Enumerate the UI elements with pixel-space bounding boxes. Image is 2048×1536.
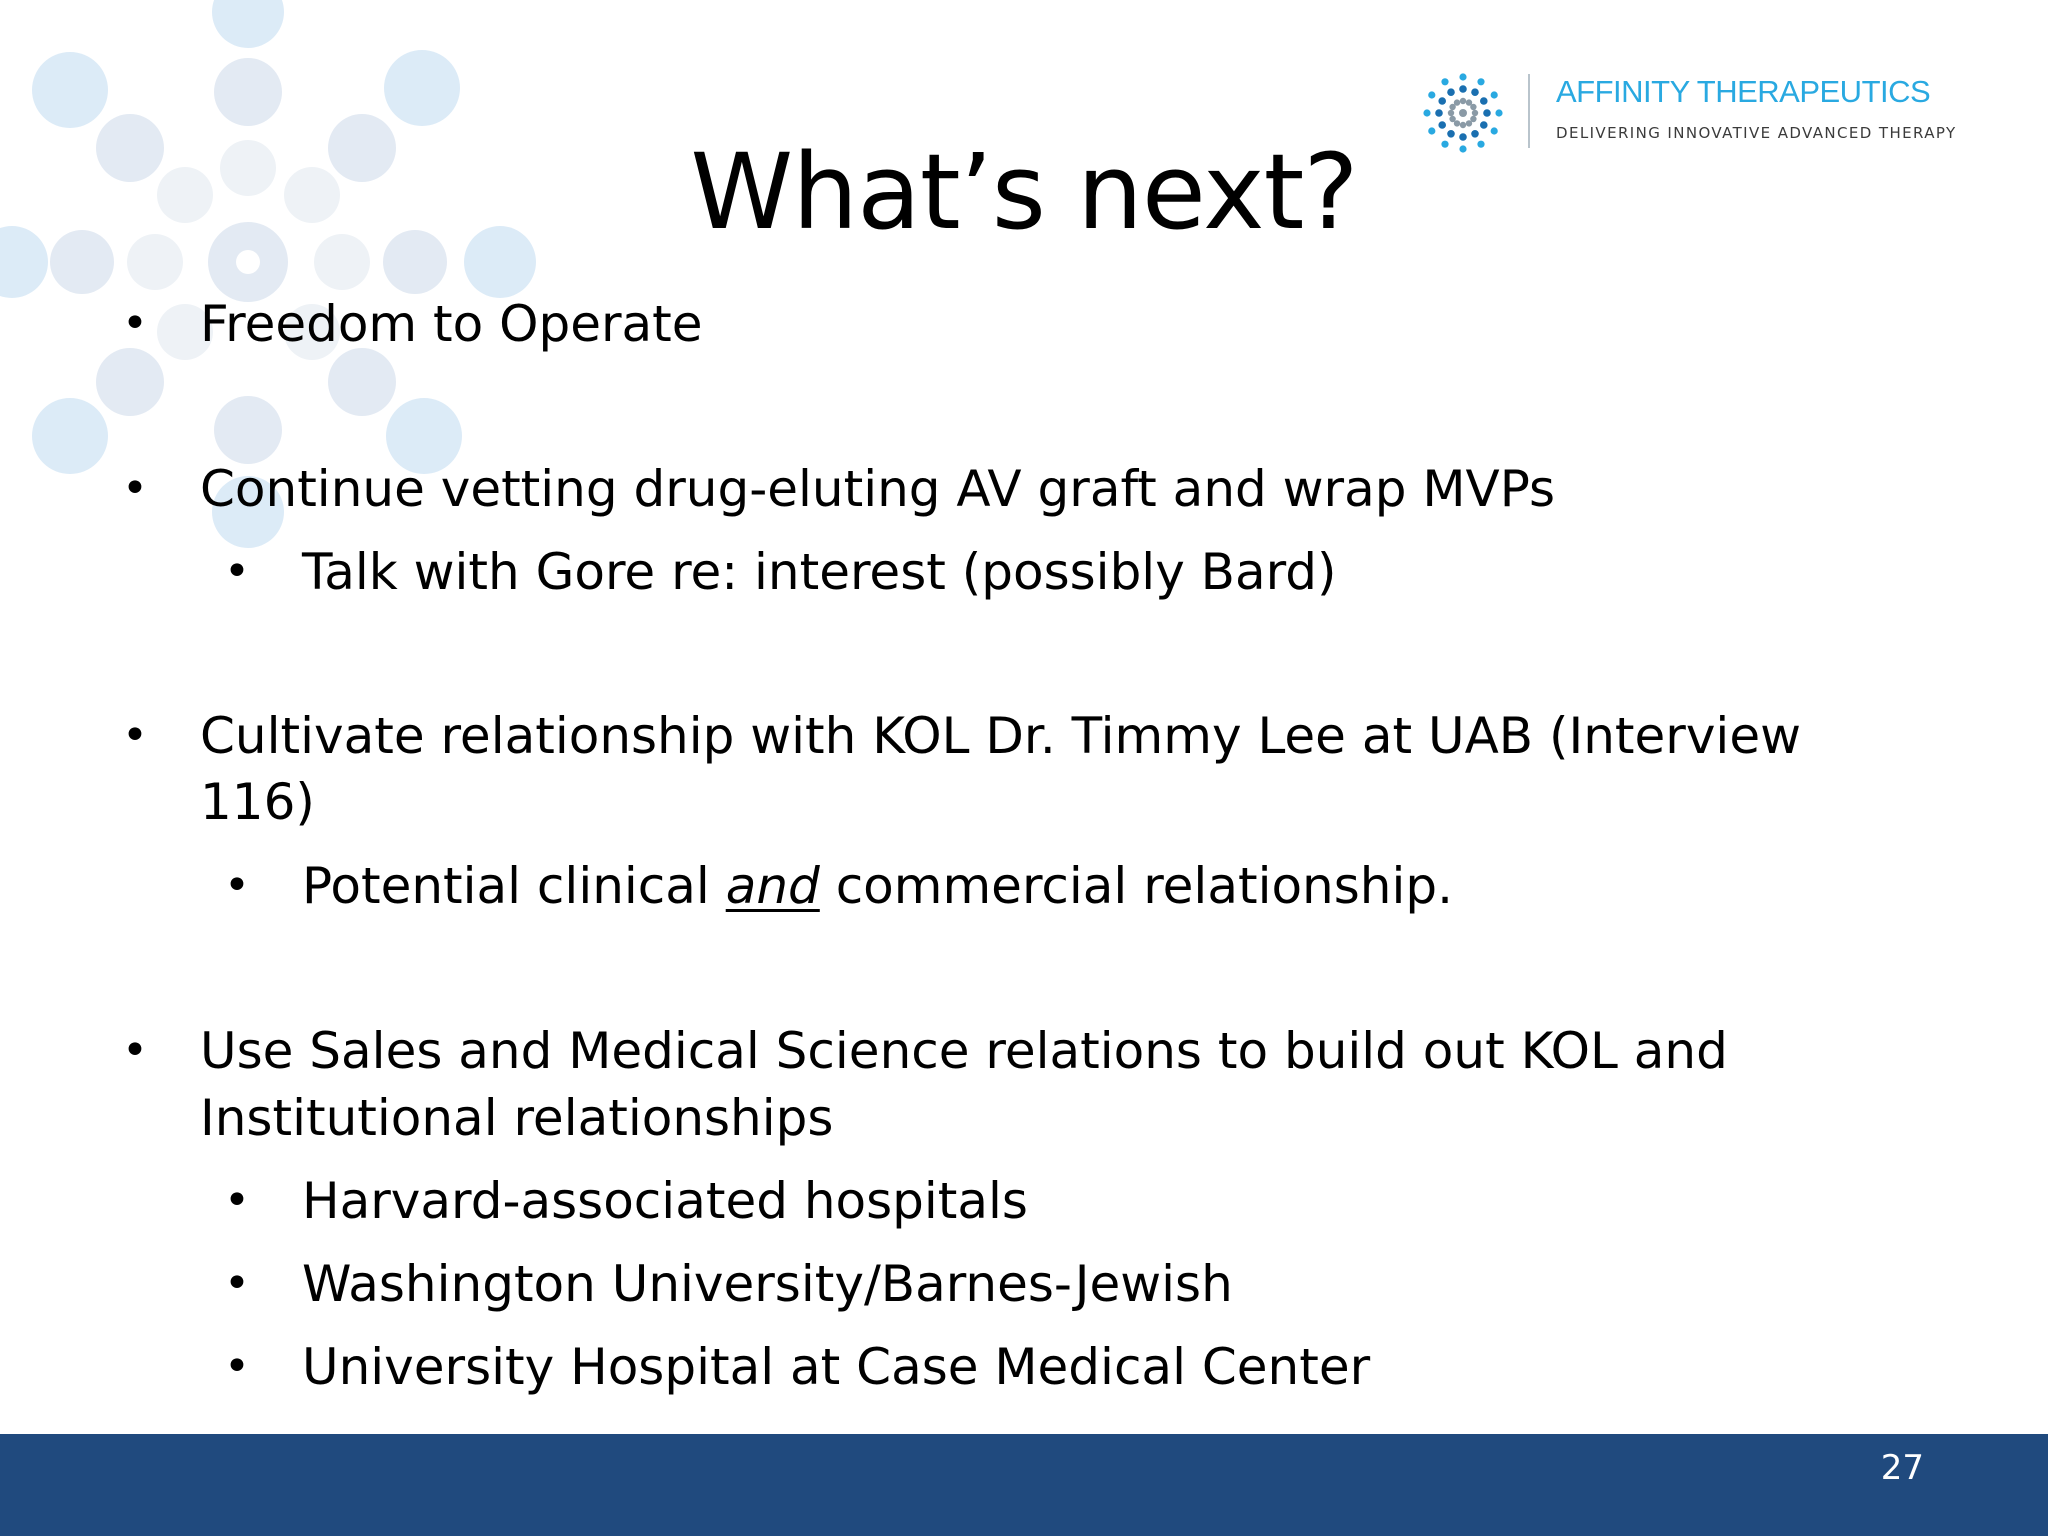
logo-dot — [1459, 73, 1466, 80]
sub-bullet-marker: • — [224, 1258, 250, 1309]
logo-dot — [1495, 109, 1502, 116]
decorative-dot — [32, 398, 108, 474]
footer-bar — [0, 1434, 2048, 1536]
bullet-text-line1: Cultivate relationship with KOL Dr. Timmy Lee at UAB (Interview — [200, 707, 1801, 765]
sub-bullet-marker: • — [224, 546, 250, 597]
decorative-dot — [214, 58, 282, 126]
logo-dot — [1423, 109, 1430, 116]
page-number: 27 — [1880, 1448, 1924, 1488]
sub-bullet-item — [224, 538, 1337, 606]
logo-dot — [1447, 88, 1455, 96]
logo-tagline: DELIVERING INNOVATIVE ADVANCED THERAPY — [1556, 124, 1957, 142]
bullet-continuation — [200, 768, 315, 836]
decorative-dot — [212, 0, 284, 48]
sub-bullet-item — [224, 1250, 1233, 1318]
logo-dot — [1466, 120, 1472, 126]
logo-dot — [1470, 104, 1476, 110]
bullet-continuation — [200, 1084, 833, 1152]
logo-dot — [1441, 78, 1448, 85]
decorative-dot — [328, 348, 396, 416]
sub-bullet-marker: • — [224, 1175, 250, 1226]
bullet-item — [122, 455, 1556, 523]
logo-dot — [1438, 97, 1446, 105]
bullet-marker: • — [122, 1025, 148, 1076]
logo-company-name: AFFINITY THERAPEUTICS — [1556, 74, 1931, 109]
logo-dot — [1428, 91, 1435, 98]
decorative-dot — [96, 348, 164, 416]
logo-dot — [1483, 109, 1491, 117]
bullet-item — [122, 1017, 1728, 1085]
bullet-text: Freedom to Operate — [200, 295, 703, 353]
sub-bullet-item — [224, 1167, 1028, 1235]
decorative-dot — [384, 50, 460, 126]
logo-dot — [1435, 109, 1443, 117]
sub-bullet-text: Harvard-associated hospitals — [302, 1172, 1028, 1230]
logo-dot — [1460, 98, 1466, 104]
bullet-marker: • — [122, 710, 148, 761]
bullet-marker: • — [122, 463, 148, 514]
bullet-text-line1: Use Sales and Medical Science relations to build out KOL and — [200, 1022, 1728, 1080]
sub-bullet-item — [224, 1333, 1371, 1401]
bullet-item — [122, 702, 1801, 770]
bullet-text-line2: Institutional relationships — [200, 1089, 834, 1147]
sub-bullet-text-after: commercial relationship. — [819, 857, 1453, 915]
sub-bullet-item — [224, 852, 1453, 920]
decorative-dot — [32, 52, 108, 128]
logo-dot — [1459, 85, 1467, 93]
logo-dot — [1449, 116, 1455, 122]
sub-bullet-text-before: Potential clinical — [302, 857, 726, 915]
logo-dot — [1477, 78, 1484, 85]
bullet-item — [122, 290, 703, 358]
sub-bullet-text: University Hospital at Case Medical Center — [302, 1338, 1371, 1396]
logo-dot — [1472, 110, 1478, 116]
bullet-marker: • — [122, 298, 148, 349]
slide-title: What’s next? — [690, 131, 1358, 253]
sub-bullet-marker: • — [224, 1341, 250, 1392]
emphasized-word: and — [725, 857, 820, 915]
logo-dot — [1480, 97, 1488, 105]
logo-dot — [1448, 110, 1454, 116]
logo-dot — [1459, 109, 1467, 117]
logo-dot — [1471, 88, 1479, 96]
logo-dot — [1491, 91, 1498, 98]
decorative-dot — [214, 396, 282, 464]
bullet-text-line2: 116) — [200, 773, 315, 831]
bullet-text: Continue vetting drug-eluting AV graft and wrap MVPs — [200, 460, 1556, 518]
sub-bullet-text: Talk with Gore re: interest (possibly Bard) — [302, 543, 1337, 601]
sub-bullet-text: Washington University/Barnes-Jewish — [302, 1255, 1233, 1313]
sub-bullet-marker: • — [224, 860, 250, 911]
logo-dot — [1454, 99, 1460, 105]
